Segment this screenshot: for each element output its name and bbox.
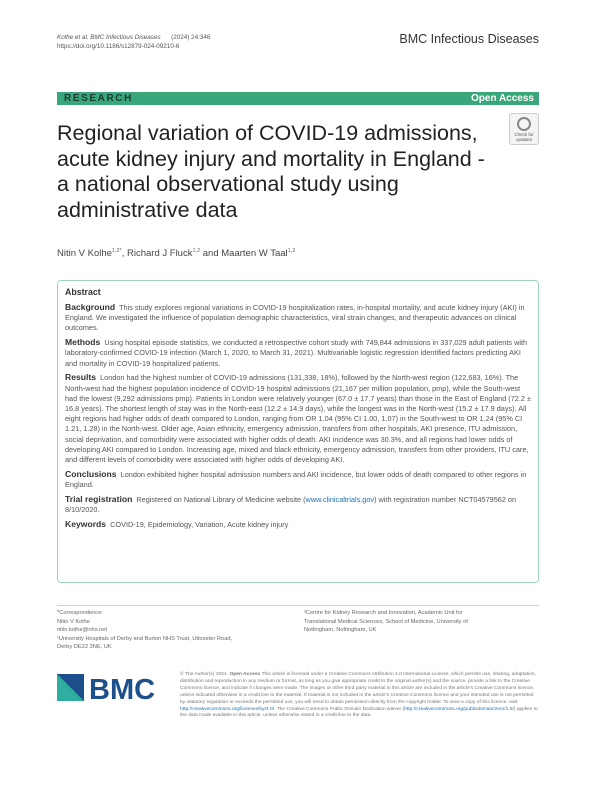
section-text: COVID-19, Epidemiology, Variation, Acute kidney injury: [110, 519, 289, 529]
section-label: Keywords: [65, 518, 107, 529]
abstract-keywords: [65, 519, 531, 530]
abstract-box: [57, 280, 539, 583]
author-list: Nitin V Kolhe$^{1,2*}$, Richard J Fluck$^{1,2}$ and Maarten W Taal$^{1,2}$: [57, 248, 296, 260]
check-updates-label: Check for updates: [514, 132, 534, 142]
license-link[interactable]: http://creativecommons.org/licenses/by/4.0/: [180, 706, 275, 712]
abstract-results: [65, 372, 531, 465]
license-text: [180, 672, 540, 720]
abstract-methods: [65, 337, 531, 369]
bmc-logo-text: BMC: [89, 674, 156, 703]
check-updates-icon: [517, 117, 531, 131]
author-name: Nitin V Kolhe: [57, 248, 112, 260]
correspondence-line: ¹University Hospitals of Derby and Burton NHS Trust, Uttoxeter Road,: [57, 635, 233, 642]
affiliation-line: Nottingham, Nottingham, UK: [304, 627, 377, 633]
correspondence-block: [57, 609, 287, 652]
abstract-conclusions: [65, 469, 531, 490]
license-copyright: © The Author(s) 2024.: [180, 672, 229, 677]
bmc-logo: [57, 671, 169, 703]
author-name: Richard J Fluck: [127, 248, 193, 260]
article-type-label: RESEARCH: [64, 93, 133, 104]
section-text: London had the highest number of COVID-19 admissions (131,338, 18%), followed by the North-west region (122,683, 16%). The North-west had the highest population incidence of COVID-19 hospital admissions (21,167 per million population, pmp), while the South-west had the lowest (9,292 admissions pmp). Patients in London were relatively younger (67.0 ± 17.7 years) than those in the East of England (72.2 ± 16.8 years). The shortest length of stay was in the North-east (12.2 ± 14.9 days), while the longest was in the North-west (15.2 ± 17.9 days). All eight regions had higher odds of death compared to London, ranging from OR 1.04 (95% CI 1.00, 1.07) in the South-west to OR 1.24 (95% CI 1.21, 1.28) in the North-west. Older age, Asian ethnicity, emergency admission, transfers from other hospitals, AKI presence, ITU admission, social deprivation, and comorbidity were associated with higher odds of death. AKI incidence was 30.3%, and all regions had lower odds of developing AKI compared to London. Increasing age, mixed and black ethnicity, emergency admission, transfers from other providers, ITU care, and different levels of comorbidity were associated with higher odds of developing AKI.: [65, 373, 531, 465]
correspondence-email[interactable]: nitin.kolhe@nhs.net: [57, 627, 108, 633]
article-header: [57, 33, 210, 51]
clinicaltrials-link[interactable]: www.clinicaltrials.gov: [305, 494, 375, 504]
license-link[interactable]: http://creativecommons.org/publicdomain/zero/1.0/: [404, 706, 514, 712]
correspondence-line: Nitin V Kolhe: [57, 618, 90, 625]
license-body: ) applies to the data made available in this article, unless otherwise stated in a credit line to the data.: [180, 706, 538, 719]
affiliation-block: [304, 609, 539, 635]
license-body: This article is licensed under a Creative Commons Attribution 4.0 International License, which permits use, sharing, adaptation, distribution and reproduction in any medium or format, as long as you give appropriate credit to the original author(s) and the source, provide a link to the Creative Commons licence, and indicate if changes were made. The images or other third party material in this article are included in the article's Creative Commons licence, unless indicated otherwise in a credit line to the material. If material is not included in the article's Creative Commons licence and your intended use is not permitted by statutory regulation or exceeds the permitted use, you will need to obtain permission directly from the copyright holder. To view a copy of this licence, visit: [180, 672, 536, 705]
correspondence-line: *Correspondence:: [57, 610, 103, 616]
affiliation-line: ²Centre for Kidney Research and Innovation, Academic Unit for: [304, 610, 463, 616]
open-access-label: Open Access: [471, 93, 534, 104]
section-label: Results: [65, 372, 97, 383]
journal-name: BMC Infectious Diseases: [399, 32, 539, 46]
footer-divider: [57, 605, 539, 606]
author-name: Maarten W Taal: [221, 248, 288, 260]
citation-line: Kolhe et al. BMC Infectious Diseases: [57, 34, 161, 41]
section-text: Registered on National Library of Medicine website (: [136, 494, 306, 504]
license-open-access: Open Access: [229, 672, 261, 677]
section-text: London exhibited higher hospital admission numbers and AKI incidence, but lower odds of death compared to other regions in England.: [65, 469, 527, 490]
doi-link[interactable]: https://doi.org/10.1186/s12879-024-09210-6: [57, 43, 180, 50]
abstract-heading: Abstract: [65, 287, 101, 297]
section-text: This study explores regional variations in COVID-19 hospitalization rates, in-hospital mortality, and acute kidney injury (AKI) in England. We investigated the influence of population demographic characteristics, viral strain changes, and therapeutic advances on clinical outcomes.: [65, 303, 525, 333]
section-text: ) with registration number NCT04579562 on 8/10/2020.: [65, 494, 517, 515]
section-label: Trial registration: [65, 493, 133, 504]
citation-year-volume: (2024) 24:346: [171, 34, 211, 41]
license-body: . The Creative Commons Public Domain Dedication waiver (: [274, 706, 405, 712]
article-title: Regional variation of COVID-19 admissions, acute kidney injury and mortality in England - a national observational study using administrative data: [57, 121, 485, 222]
section-label: Conclusions: [65, 468, 117, 479]
author-affiliation: 1,2: [192, 248, 201, 254]
check-for-updates-badge[interactable]: [509, 113, 539, 145]
section-text: Using hospital episode statistics, we conducted a retrospective cohort study with 749,844 admissions in 337,029 adult patients with laboratory-confirmed COVID-19 infection (March 1, 2020, to March 31, 2021). Multivariable logistic regression identified factors predicting AKI and mortality in COVID-19 hospitalized patients.: [65, 338, 528, 368]
author-affiliation: 1,2: [287, 248, 296, 254]
author-affiliation: 1,2*: [111, 248, 122, 254]
section-label: Background: [65, 302, 116, 312]
section-label: Methods: [65, 337, 101, 348]
abstract-trial-registration: [65, 494, 531, 515]
research-band: [57, 92, 539, 105]
abstract-background: [65, 302, 531, 334]
correspondence-line: Derby DE22 3NE, UK: [57, 644, 112, 650]
affiliation-line: Translational Medical Sciences, School of Medicine, University of: [304, 618, 468, 625]
